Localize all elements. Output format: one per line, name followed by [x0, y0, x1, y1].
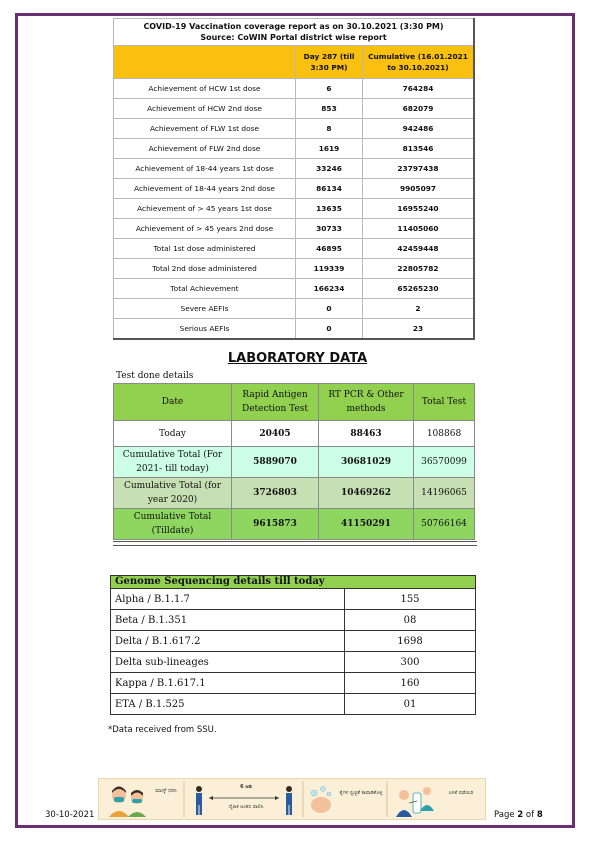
vaccination-row-label: Achievement of HCW 1st dose	[114, 79, 296, 99]
genome-variant-label: Kappa / B.1.617.1	[111, 673, 345, 694]
vaccination-row-label: Achievement of 18-44 years 1st dose	[114, 159, 296, 179]
vaccination-cumulative-value: 9905097	[363, 179, 475, 199]
genome-variant-count: 160	[345, 673, 476, 694]
lab-row-cumulative-2020	[114, 478, 475, 509]
vaccination-icon	[396, 787, 434, 817]
genome-variant-count: 01	[345, 694, 476, 715]
lab-row-label: Cumulative Total (for year 2020)	[114, 478, 232, 509]
genome-variant-label: Alpha / B.1.1.7	[111, 589, 345, 610]
vaccination-header-cumulative: Cumulative (16.01.2021 to 30.10.2021)	[363, 46, 475, 79]
lab-rtpcr-value: 10469262	[319, 478, 414, 509]
vaccination-day-value: 119339	[296, 259, 363, 279]
banner-illustration	[99, 779, 485, 819]
lab-row-label: Cumulative Total (For 2021- till today)	[114, 447, 232, 478]
vaccination-rows	[114, 79, 475, 340]
genome-row	[111, 652, 476, 673]
lab-total-value: 14196065	[414, 478, 475, 509]
lab-row-label: Today	[114, 421, 232, 447]
genome-variant-count: 08	[345, 610, 476, 631]
genome-variant-label: ETA / B.1.525	[111, 694, 345, 715]
genome-row	[111, 610, 476, 631]
vaccination-row	[114, 119, 475, 139]
vaccination-row	[114, 219, 475, 239]
banner-vaccine-text: ಲಸಿಕೆ ಪಡೆಯಿರಿ	[448, 790, 474, 796]
vaccination-row	[114, 299, 475, 319]
vaccination-day-value: 86134	[296, 179, 363, 199]
lab-rat-value: 5889070	[232, 447, 319, 478]
vaccination-cumulative-value: 682079	[363, 99, 475, 119]
vaccination-row-label: Achievement of FLW 2nd dose	[114, 139, 296, 159]
vaccination-row	[114, 199, 475, 219]
covid-appropriate-behaviour-banner	[98, 778, 486, 820]
genome-variant-label: Delta sub-lineages	[111, 652, 345, 673]
vaccination-row	[114, 259, 475, 279]
vaccination-cumulative-value: 11405060	[363, 219, 475, 239]
vaccination-cumulative-value: 23797438	[363, 159, 475, 179]
genome-table	[110, 575, 476, 715]
vaccination-row	[114, 159, 475, 179]
lab-table-bottom-rule	[113, 541, 477, 546]
genome-variant-label: Beta / B.1.351	[111, 610, 345, 631]
vaccination-title-line2: Source: CoWIN Portal district wise report	[200, 33, 387, 42]
vaccination-day-value: 0	[296, 299, 363, 319]
genome-variant-count: 1698	[345, 631, 476, 652]
vaccination-table	[113, 18, 475, 340]
lab-row-label: Cumulative Total (Tilldate)	[114, 509, 232, 540]
lab-total-value: 108868	[414, 421, 475, 447]
vaccination-day-value: 1619	[296, 139, 363, 159]
vaccination-day-value: 853	[296, 99, 363, 119]
vaccination-row-label: Total 1st dose administered	[114, 239, 296, 259]
vaccination-row-label: Achievement of > 45 years 2nd dose	[114, 219, 296, 239]
vaccination-title-line1: COVID-19 Vaccination coverage report as on 30.10.2021 (3:30 PM)	[143, 22, 444, 31]
footer-date: 30-10-2021	[45, 810, 95, 820]
lab-rtpcr-value: 41150291	[319, 509, 414, 540]
page-number	[494, 810, 543, 820]
vaccination-cumulative-value: 42459448	[363, 239, 475, 259]
vaccination-row	[114, 319, 475, 340]
vaccination-day-value: 0	[296, 319, 363, 340]
vaccination-row-label: Severe AEFIs	[114, 299, 296, 319]
vaccination-row-label: Total Achievement	[114, 279, 296, 299]
lab-header-date: Date	[114, 384, 232, 421]
lab-rat-value: 3726803	[232, 478, 319, 509]
hand-wash-icon	[311, 787, 331, 814]
vaccination-day-value: 30733	[296, 219, 363, 239]
vaccination-cumulative-value: 942486	[363, 119, 475, 139]
vaccination-row-label: Achievement of 18-44 years 2nd dose	[114, 179, 296, 199]
vaccination-cumulative-value: 813546	[363, 139, 475, 159]
data-source-note: *Data received from SSU.	[108, 725, 217, 735]
vaccination-row	[114, 139, 475, 159]
lab-row-today	[114, 421, 475, 447]
vaccination-row-label: Achievement of FLW 1st dose	[114, 119, 296, 139]
vaccination-row-label: Achievement of HCW 2nd dose	[114, 99, 296, 119]
vaccination-day-value: 166234	[296, 279, 363, 299]
vaccination-row	[114, 99, 475, 119]
vaccination-row-label: Achievement of > 45 years 1st dose	[114, 199, 296, 219]
genome-variant-count: 300	[345, 652, 476, 673]
lab-header-total: Total Test	[414, 384, 475, 421]
vaccination-day-value: 6	[296, 79, 363, 99]
lab-title	[0, 351, 595, 366]
genome-rows	[111, 589, 476, 715]
vaccination-row	[114, 79, 475, 99]
vaccination-title	[114, 19, 475, 46]
vaccination-day-value: 8	[296, 119, 363, 139]
lab-rtpcr-value: 88463	[319, 421, 414, 447]
vaccination-row-label: Total 2nd dose administered	[114, 259, 296, 279]
page-total: 8	[536, 810, 543, 820]
vaccination-cumulative-value: 23	[363, 319, 475, 340]
vaccination-header-blank	[114, 46, 296, 79]
lab-table	[113, 383, 475, 540]
genome-row	[111, 673, 476, 694]
lab-rtpcr-value: 30681029	[319, 447, 414, 478]
vaccination-row	[114, 239, 475, 259]
vaccination-row	[114, 279, 475, 299]
page-current: 2	[517, 810, 524, 820]
lab-total-value: 36570099	[414, 447, 475, 478]
genome-row	[111, 589, 476, 610]
genome-row	[111, 694, 476, 715]
banner-mask-text: ಮಾಸ್ಕ್ ಧರಿಸಿ	[155, 788, 177, 794]
page-prefix: Page	[494, 810, 518, 820]
lab-row-cumulative-tilldate	[114, 509, 475, 540]
vaccination-row	[114, 179, 475, 199]
lab-header-rat: Rapid Antigen Detection Test	[232, 384, 319, 421]
genome-row	[111, 631, 476, 652]
vaccination-row-label: Serious AEFIs	[114, 319, 296, 340]
genome-variant-count: 155	[345, 589, 476, 610]
lab-rat-value: 20405	[232, 421, 319, 447]
masked-people-icon	[109, 787, 146, 818]
vaccination-day-value: 13635	[296, 199, 363, 219]
genome-variant-label: Delta / B.1.617.2	[111, 631, 345, 652]
banner-hands-text: ಕೈಗಳ ಸ್ವಚ್ಛತೆ ಕಾಪಾಡಿಕೊಳ್ಳಿ	[339, 790, 383, 796]
vaccination-day-value: 46895	[296, 239, 363, 259]
banner-distance-text: 6 ಅಡಿ	[240, 784, 252, 790]
vaccination-cumulative-value: 16955240	[363, 199, 475, 219]
vaccination-cumulative-value: 65265230	[363, 279, 475, 299]
lab-total-value: 50766164	[414, 509, 475, 540]
lab-subtitle: Test done details	[116, 371, 194, 381]
page-of: of	[523, 810, 537, 820]
lab-title-text: LABORATORY DATA	[227, 351, 368, 366]
lab-header-rtpcr: RT PCR & Other methods	[319, 384, 414, 421]
vaccination-cumulative-value: 22805782	[363, 259, 475, 279]
vaccination-header-day: Day 287 (till 3:30 PM)	[296, 46, 363, 79]
vaccination-cumulative-value: 2	[363, 299, 475, 319]
lab-rat-value: 9615873	[232, 509, 319, 540]
vaccination-day-value: 33246	[296, 159, 363, 179]
vaccination-cumulative-value: 764284	[363, 79, 475, 99]
banner-distance-subtext: ದೈಹಿಕ ಅಂತರ ಪಾಲಿಸಿ	[228, 804, 264, 810]
lab-row-cumulative-2021	[114, 447, 475, 478]
genome-title: Genome Sequencing details till today	[111, 576, 476, 589]
